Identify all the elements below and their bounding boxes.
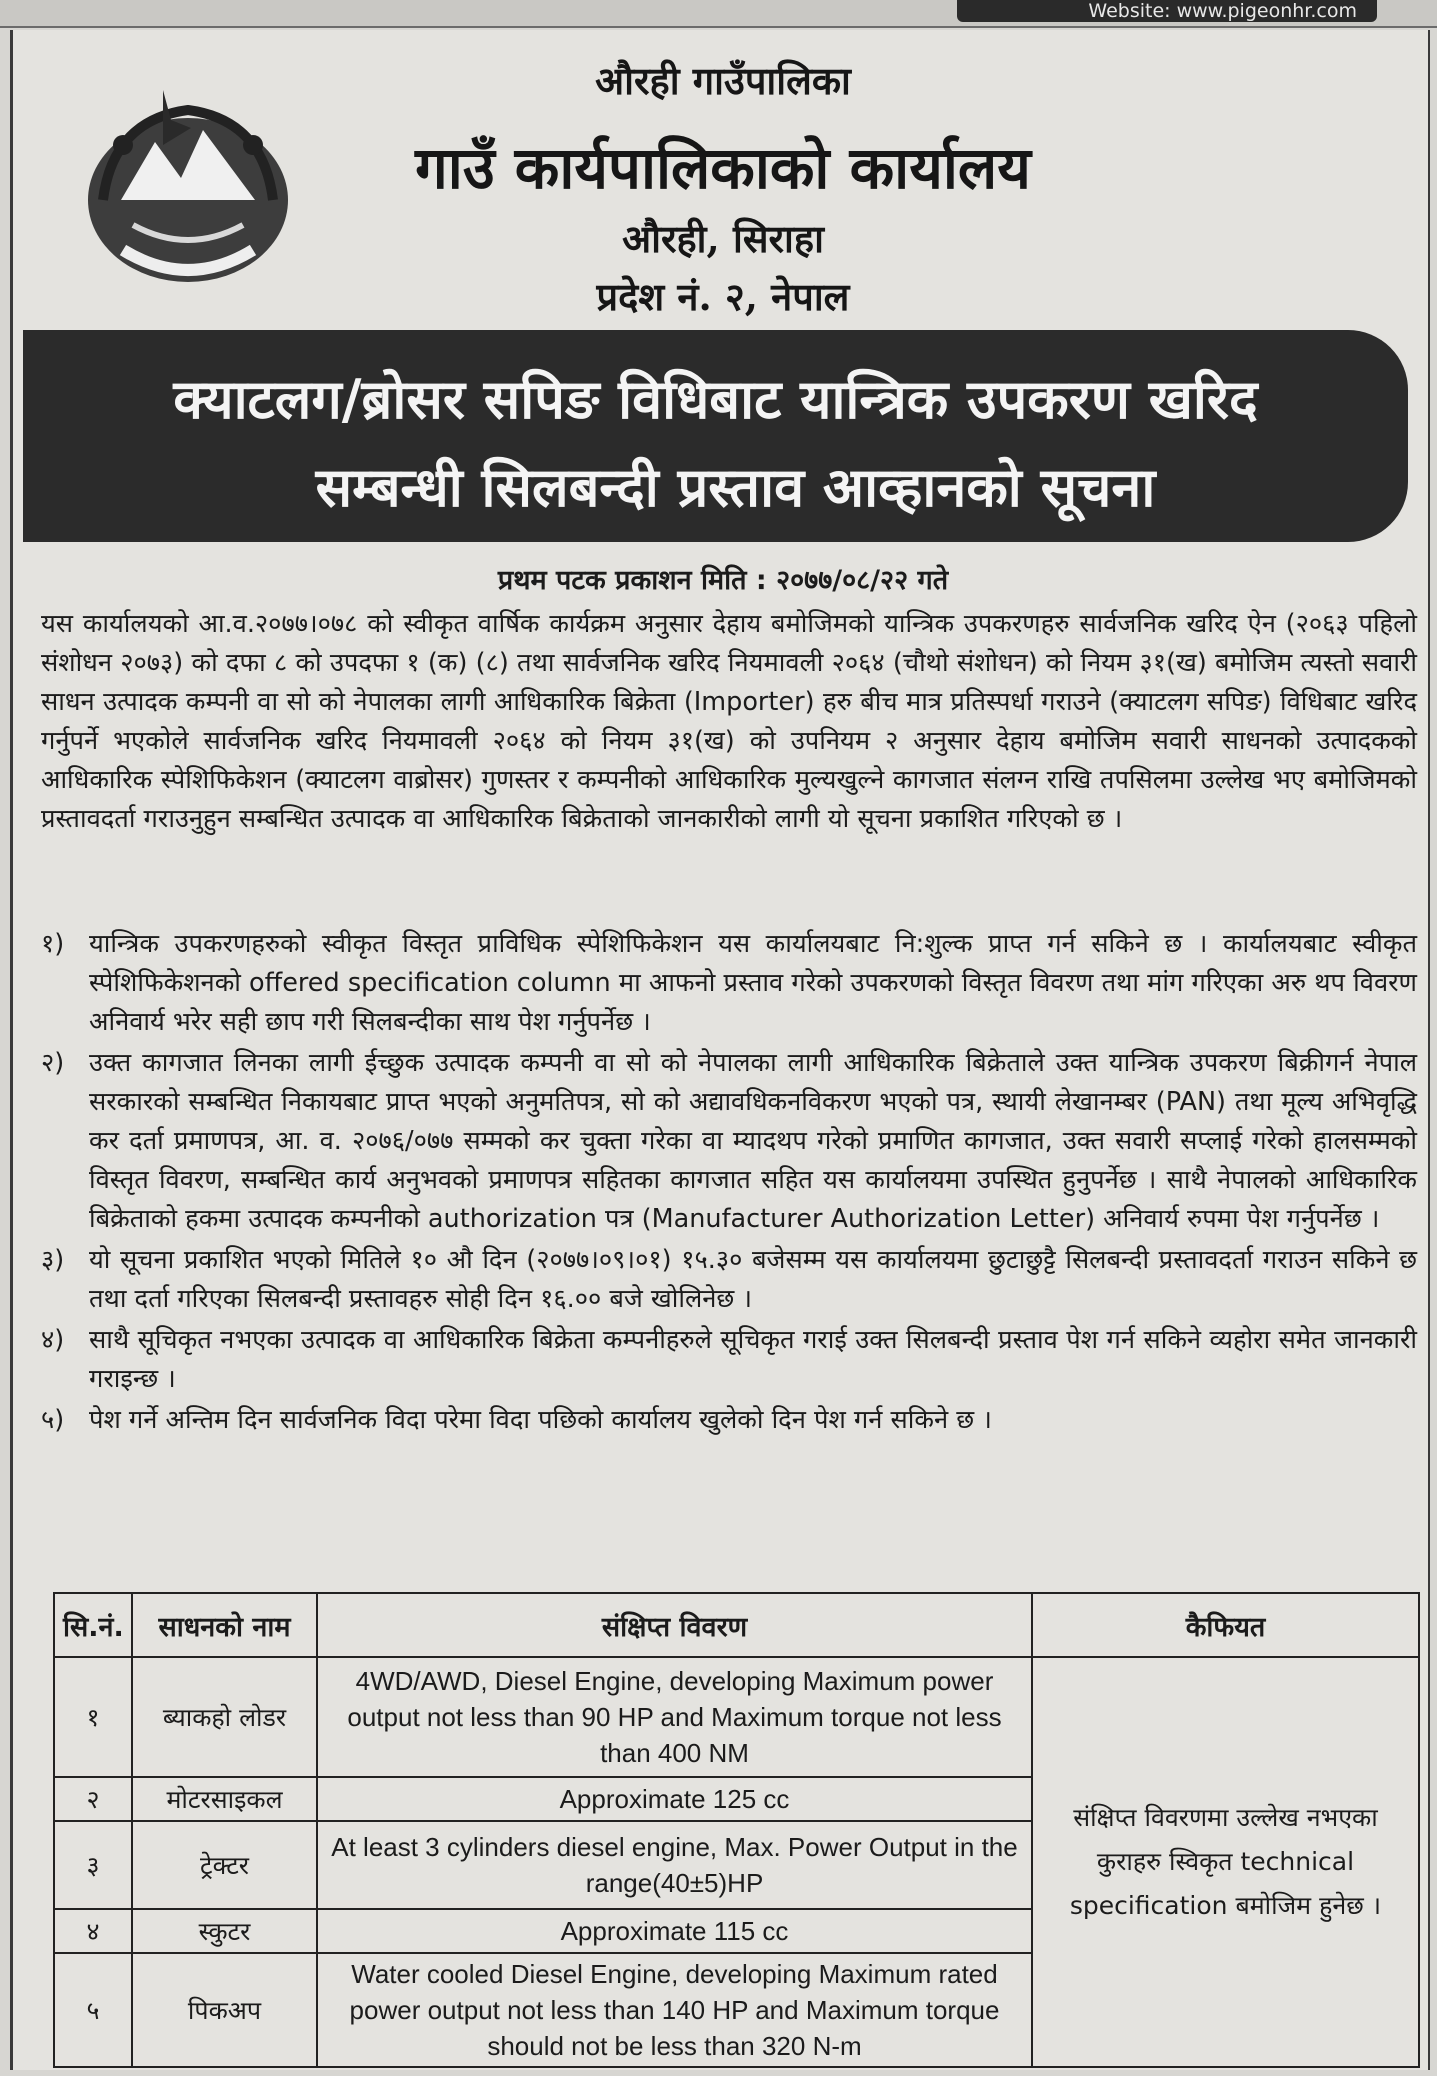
- list-item: [41, 1401, 1417, 1440]
- point-text: यान्त्रिक उपकरणहरुको स्वीकृत विस्तृत प्राविधिक स्पेशिफिकेशन यस कार्यालयबाट नि:शुल्क प्राप्त गर्न सकिने छ । कार्यालयबाट स्वीकृत स्पेशिफिकेशनको offered specification column मा आफनो प्रस्ताव गरेको उपकरणको विस्तृत विवरण तथा मांग गरिएका अरु थप विवरण अनिवार्य भरेर सही छाप गरी सिलबन्दीका साथ पेश गर्नुपर्नेछ ।: [89, 929, 1417, 1037]
- list-item: [41, 925, 1417, 1042]
- title-line-2: सम्बन्धी सिलबन्दी प्रस्ताव आव्हानको सूचना: [315, 456, 1156, 519]
- serial-cell: ५: [54, 1953, 132, 2067]
- point-text: पेश गर्ने अन्तिम दिन सार्वजनिक विदा परेमा विदा पछिको कार्यालय खुलेको दिन पेश गर्न सकिने छ ।: [89, 1405, 992, 1435]
- name-cell: ब्याकहो लोडर: [132, 1657, 317, 1777]
- office-location: औरही, सिराहा: [622, 216, 824, 261]
- serial-cell: १: [54, 1657, 132, 1777]
- list-item: [41, 1241, 1417, 1319]
- municipality-name: औरही गाउँपालिका: [595, 58, 851, 103]
- header-remarks: कैफियत: [1032, 1593, 1419, 1657]
- serial-cell: ३: [54, 1821, 132, 1909]
- nepal-emblem-icon: [63, 50, 313, 300]
- list-item: [41, 1321, 1417, 1399]
- title-line-1: क्याटलग/ब्रोसर सपिङ विधिबाट यान्त्रिक उपकरण खरिद: [173, 368, 1258, 431]
- point-number: ३): [41, 1245, 65, 1275]
- points-list: [41, 925, 1417, 1442]
- serial-cell: २: [54, 1777, 132, 1821]
- description-cell: Approximate 115 cc: [317, 1909, 1032, 1953]
- website-strip: Website: www.pigeonhr.com: [957, 0, 1377, 22]
- province-line: प्रदेश नं. २, नेपाल: [596, 274, 850, 319]
- title-banner: [23, 330, 1408, 542]
- table-row: [54, 1657, 1419, 1777]
- header-serial: सि.नं.: [54, 1593, 132, 1657]
- description-cell: Approximate 125 cc: [317, 1777, 1032, 1821]
- name-cell: स्कुटर: [132, 1909, 317, 1953]
- list-item: [41, 1044, 1417, 1239]
- notice-page: [10, 30, 1430, 2070]
- point-text: उक्त कागजात लिनका लागी ईच्छुक उत्पादक कम्पनी वा सो को नेपालका लागी आधिकारिक बिक्रेताले उक्त यान्त्रिक उपकरण बिक्रीगर्न नेपाल सरकारको सम्बन्धित निकायबाट प्राप्त भएको अनुमतिपत्र, सो को अद्यावधिकनविकरण भएको पत्र, स्थायी लेखानम्बर (PAN) तथा मूल्य अभिवृद्धि कर दर्ता प्रमाणपत्र, आ. व. २०७६/०७७ सम्मको कर चुक्ता गरेका वा म्यादथप गरेको प्रमाणित कागजात, उक्त सवारी सप्लाई गरेको हालसम्मको विस्तृत विवरण, सम्बन्धित कार्य अनुभवको प्रमाणपत्र सहितका कागजात सहित यस कार्यालयमा उपस्थित हुनुपर्नेछ । साथै नेपालको आधिकारिक बिक्रेताको हकमा उत्पादक कम्पनीको authorization पत्र (Manufacturer Authorization Letter) अनिवार्य रुपमा पेश गर्नुपर्नेछ ।: [89, 1048, 1417, 1234]
- point-number: ५): [41, 1405, 65, 1435]
- point-number: १): [41, 929, 65, 959]
- office-name: गाउँ कार्यपालिकाको कार्यालय: [415, 134, 1031, 202]
- header-description: संक्षिप्त विवरण: [317, 1593, 1032, 1657]
- description-cell: At least 3 cylinders diesel engine, Max. Power Output in the range(40±5)HP: [317, 1821, 1032, 1909]
- intro-paragraph: यस कार्यालयको आ.व.२०७७।०७८ को स्वीकृत वार्षिक कार्यक्रम अनुसार देहाय बमोजिमको यान्त्रिक उपकरणहरु सार्वजनिक खरिद ऐन (२०६३ पहिलो संशोधन २०७३) को दफा ८ को उपदफा १ (क) (८) तथा सार्वजनिक खरिद नियमावली २०६४ (चौथो संशोधन) को नियम ३१(ख) बमोजिम त्यस्तो सवारी साधन उत्पादक कम्पनी वा सो को नेपालका लागी आधिकारिक बिक्रेता (Importer) हरु बीच मात्र प्रतिस्पर्धा गराउने (क्याटलग सपिङ) विधिबाट खरिद गर्नुपर्ने भएकोले सार्वजनिक खरिद नियमावली २०६४ को नियम ३१(ख) को उपनियम २ अनुसार देहाय बमोजिम सवारी साधनको उत्पादकको आधिकारिक स्पेशिफिकेशन (क्याटलग वाब्रोसर) गुणस्तर र कम्पनीको आधिकारिक मुल्यखुल्ने कागजात संलग्न राखि तपसिलमा उल्लेख भए बमोजिमको प्रस्तावदर्ता गराउनुहुन सम्बन्धित उत्पादक वा आधिकारिक बिक्रेताको जानकारीको लागी यो सूचना प्रकाशित गरिएको छ ।: [41, 609, 1417, 834]
- point-text: यो सूचना प्रकाशित भएको मितिले १० औ दिन (२०७७।०९।०१) १५.३० बजेसम्म यस कार्यालयमा छुटाछुट्टै सिलबन्दी प्रस्तावदर्ता गराउन सकिने छ तथा दर्ता गरिएका सिलबन्दी प्रस्तावहरु सोही दिन १६.०० बजे खोलिनेछ ।: [89, 1245, 1417, 1314]
- description-cell: 4WD/AWD, Diesel Engine, developing Maximum power output not less than 90 HP and Maximum torque not less than 400 NM: [317, 1657, 1032, 1777]
- header-equipment-name: साधनको नाम: [132, 1593, 317, 1657]
- remarks-cell: संक्षिप्त विवरणमा उल्लेख नभएका कुराहरु स्विकृत technical specification बमोजिम हुनेछ ।: [1032, 1657, 1419, 2067]
- name-cell: ट्रेक्टर: [132, 1821, 317, 1909]
- name-cell: पिकअप: [132, 1953, 317, 2067]
- name-cell: मोटरसाइकल: [132, 1777, 317, 1821]
- point-text: साथै सूचिकृत नभएका उत्पादक वा आधिकारिक बिक्रेता कम्पनीहरुले सूचिकृत गराई उक्त सिलबन्दी प्रस्ताव पेश गर्न सकिने व्यहोरा समेत जानकारी गराइन्छ ।: [89, 1325, 1417, 1394]
- serial-cell: ४: [54, 1909, 132, 1953]
- point-number: २): [41, 1048, 65, 1078]
- equipment-table: [53, 1592, 1420, 2068]
- publication-date: प्रथम पटक प्रकाशन मिति : २०७७/०८/२२ गते: [497, 565, 949, 596]
- table-header-row: [54, 1593, 1419, 1657]
- point-number: ४): [41, 1325, 65, 1355]
- top-strip: [0, 0, 1437, 28]
- description-cell: Water cooled Diesel Engine, developing Maximum rated power output not less than 140 HP and Maximum torque should not be less than 320 N-m: [317, 1953, 1032, 2067]
